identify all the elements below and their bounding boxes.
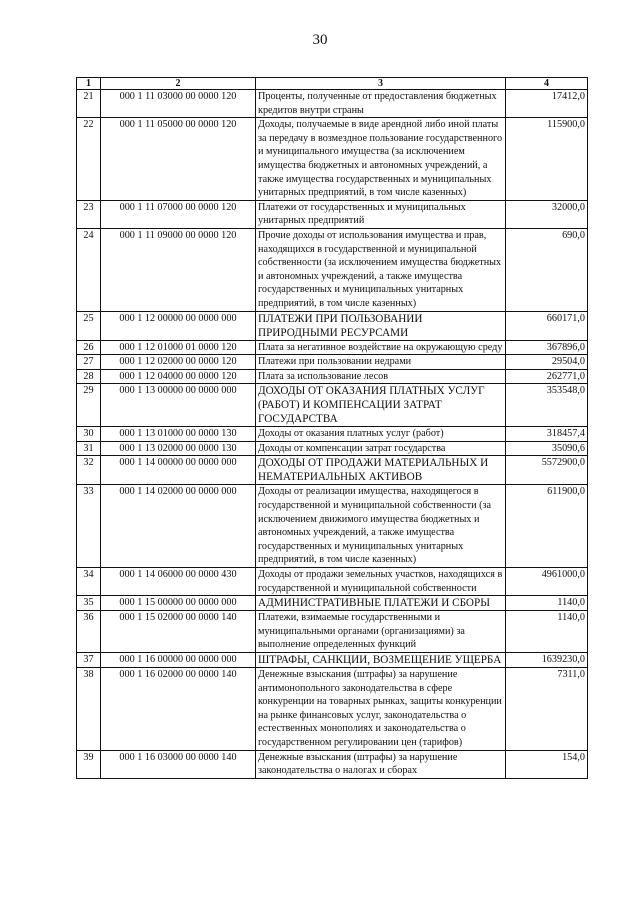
- header-col-3: 3: [256, 78, 506, 90]
- row-number: 21: [77, 90, 101, 118]
- amount-value: 7311,0: [506, 668, 588, 751]
- table-row: [77, 485, 588, 568]
- budget-code: 000 1 11 09000 00 0000 120: [101, 228, 256, 311]
- row-number: 32: [77, 456, 101, 485]
- revenue-description: Платежи, взимаемые государственными и муниципальными органами (организациями) за выполнение определенных функций: [256, 611, 506, 653]
- row-number: 26: [77, 340, 101, 355]
- budget-code: 000 1 13 00000 00 0000 000: [101, 384, 256, 427]
- row-number: 25: [77, 311, 101, 340]
- amount-value: 660171,0: [506, 311, 588, 340]
- row-number: 31: [77, 441, 101, 456]
- row-number: 35: [77, 596, 101, 611]
- table-row: [77, 118, 588, 201]
- table-row: [77, 653, 588, 668]
- amount-value: 262771,0: [506, 369, 588, 384]
- amount-value: 1140,0: [506, 611, 588, 653]
- amount-value: 367896,0: [506, 340, 588, 355]
- revenue-description: Денежные взыскания (штрафы) за нарушение законодательства о налогах и сборах: [256, 750, 506, 778]
- amount-value: 154,0: [506, 750, 588, 778]
- table-row: [77, 384, 588, 427]
- revenue-description: Платежи при пользовании недрами: [256, 355, 506, 370]
- row-number: 23: [77, 200, 101, 228]
- row-number: 29: [77, 384, 101, 427]
- amount-value: 32000,0: [506, 200, 588, 228]
- budget-code: 000 1 14 00000 00 0000 000: [101, 456, 256, 485]
- budget-code: 000 1 11 05000 00 0000 120: [101, 118, 256, 201]
- budget-code: 000 1 14 02000 00 0000 000: [101, 485, 256, 568]
- table-row: [77, 427, 588, 442]
- budget-code: 000 1 11 03000 00 0000 120: [101, 90, 256, 118]
- revenue-description: ДОХОДЫ ОТ ОКАЗАНИЯ ПЛАТНЫХ УСЛУГ (РАБОТ) И КОМПЕНСАЦИИ ЗАТРАТ ГОСУДАРСТВА: [256, 384, 506, 427]
- budget-code: 000 1 14 06000 00 0000 430: [101, 568, 256, 596]
- table-row: [77, 456, 588, 485]
- table-row: [77, 200, 588, 228]
- revenue-description: Плата за негативное воздействие на окружающую среду: [256, 340, 506, 355]
- amount-value: 1639230,0: [506, 653, 588, 668]
- revenue-description: Доходы от оказания платных услуг (работ): [256, 427, 506, 442]
- row-number: 37: [77, 653, 101, 668]
- table-row: [77, 568, 588, 596]
- budget-code: 000 1 13 02000 00 0000 130: [101, 441, 256, 456]
- amount-value: 5572900,0: [506, 456, 588, 485]
- budget-code: 000 1 12 00000 00 0000 000: [101, 311, 256, 340]
- revenue-description: Денежные взыскания (штрафы) за нарушение антимонопольного законодательства в сфере конкуренции на товарных рынках, защиты конкуренции на рынке финансовых услуг, законодательства о естественных монополиях и законодательства о государственном регулировании цен (тарифов): [256, 668, 506, 751]
- revenue-table: [76, 77, 588, 779]
- amount-value: 35090,6: [506, 441, 588, 456]
- revenue-description: Прочие доходы от использования имущества и прав, находящихся в государственной и муниципальной собственности (за исключением имущества бюджетных и автономных учреждений, а также имущества государственных и муниципальных унитарных предприятий, в том числе казенных): [256, 228, 506, 311]
- row-number: 39: [77, 750, 101, 778]
- revenue-description: Платежи от государственных и муниципальных унитарных предприятий: [256, 200, 506, 228]
- row-number: 22: [77, 118, 101, 201]
- amount-value: 115900,0: [506, 118, 588, 201]
- budget-code: 000 1 15 02000 00 0000 140: [101, 611, 256, 653]
- amount-value: 611900,0: [506, 485, 588, 568]
- row-number: 33: [77, 485, 101, 568]
- budget-code: 000 1 12 04000 00 0000 120: [101, 369, 256, 384]
- row-number: 38: [77, 668, 101, 751]
- revenue-description: ПЛАТЕЖИ ПРИ ПОЛЬЗОВАНИИ ПРИРОДНЫМИ РЕСУРСАМИ: [256, 311, 506, 340]
- table-row: [77, 369, 588, 384]
- row-number: 27: [77, 355, 101, 370]
- budget-code: 000 1 12 01000 01 0000 120: [101, 340, 256, 355]
- revenue-description: Доходы от компенсации затрат государства: [256, 441, 506, 456]
- budget-code: 000 1 15 00000 00 0000 000: [101, 596, 256, 611]
- revenue-description: Доходы от продажи земельных участков, находящихся в государственной и муниципальной собственности: [256, 568, 506, 596]
- row-number: 28: [77, 369, 101, 384]
- header-row: [77, 78, 588, 90]
- row-number: 36: [77, 611, 101, 653]
- revenue-description: ШТРАФЫ, САНКЦИИ, ВОЗМЕЩЕНИЕ УЩЕРБА: [256, 653, 506, 668]
- amount-value: 690,0: [506, 228, 588, 311]
- budget-code: 000 1 12 02000 00 0000 120: [101, 355, 256, 370]
- row-number: 30: [77, 427, 101, 442]
- budget-code: 000 1 11 07000 00 0000 120: [101, 200, 256, 228]
- table-row: [77, 441, 588, 456]
- revenue-description: Проценты, полученные от предоставления бюджетных кредитов внутри страны: [256, 90, 506, 118]
- revenue-description: Доходы от реализации имущества, находящегося в государственной и муниципальной собственности (за исключением движимого имущества бюджетных и автономных учреждений, а также имущества государственных и муниципальных унитарных предприятий, в том числе казенных): [256, 485, 506, 568]
- header-col-2: 2: [101, 78, 256, 90]
- table-row: [77, 311, 588, 340]
- table-row: [77, 90, 588, 118]
- amount-value: 29504,0: [506, 355, 588, 370]
- amount-value: 17412,0: [506, 90, 588, 118]
- table-row: [77, 611, 588, 653]
- table-row: [77, 750, 588, 778]
- table-row: [77, 355, 588, 370]
- revenue-description: Плата за использование лесов: [256, 369, 506, 384]
- table-row: [77, 340, 588, 355]
- page-number: 30: [312, 32, 328, 48]
- amount-value: 4961000,0: [506, 568, 588, 596]
- header-col-1: 1: [77, 78, 101, 90]
- row-number: 34: [77, 568, 101, 596]
- budget-code: 000 1 13 01000 00 0000 130: [101, 427, 256, 442]
- revenue-description: АДМИНИСТРАТИВНЫЕ ПЛАТЕЖИ И СБОРЫ: [256, 596, 506, 611]
- budget-code: 000 1 16 02000 00 0000 140: [101, 668, 256, 751]
- amount-value: 1140,0: [506, 596, 588, 611]
- amount-value: 318457,4: [506, 427, 588, 442]
- amount-value: 353548,0: [506, 384, 588, 427]
- header-col-4: 4: [506, 78, 588, 90]
- table-row: [77, 596, 588, 611]
- row-number: 24: [77, 228, 101, 311]
- table-row: [77, 668, 588, 751]
- revenue-description: ДОХОДЫ ОТ ПРОДАЖИ МАТЕРИАЛЬНЫХ И НЕМАТЕРИАЛЬНЫХ АКТИВОВ: [256, 456, 506, 485]
- revenue-description: Доходы, получаемые в виде арендной либо иной платы за передачу в возмездное пользование государственного и муниципального имущества (за исключением имущества бюджетных и автономных учреждений, а также имущества государственных и муниципальных унитарных предприятий, в том числе казенных): [256, 118, 506, 201]
- table-row: [77, 228, 588, 311]
- budget-code: 000 1 16 03000 00 0000 140: [101, 750, 256, 778]
- budget-code: 000 1 16 00000 00 0000 000: [101, 653, 256, 668]
